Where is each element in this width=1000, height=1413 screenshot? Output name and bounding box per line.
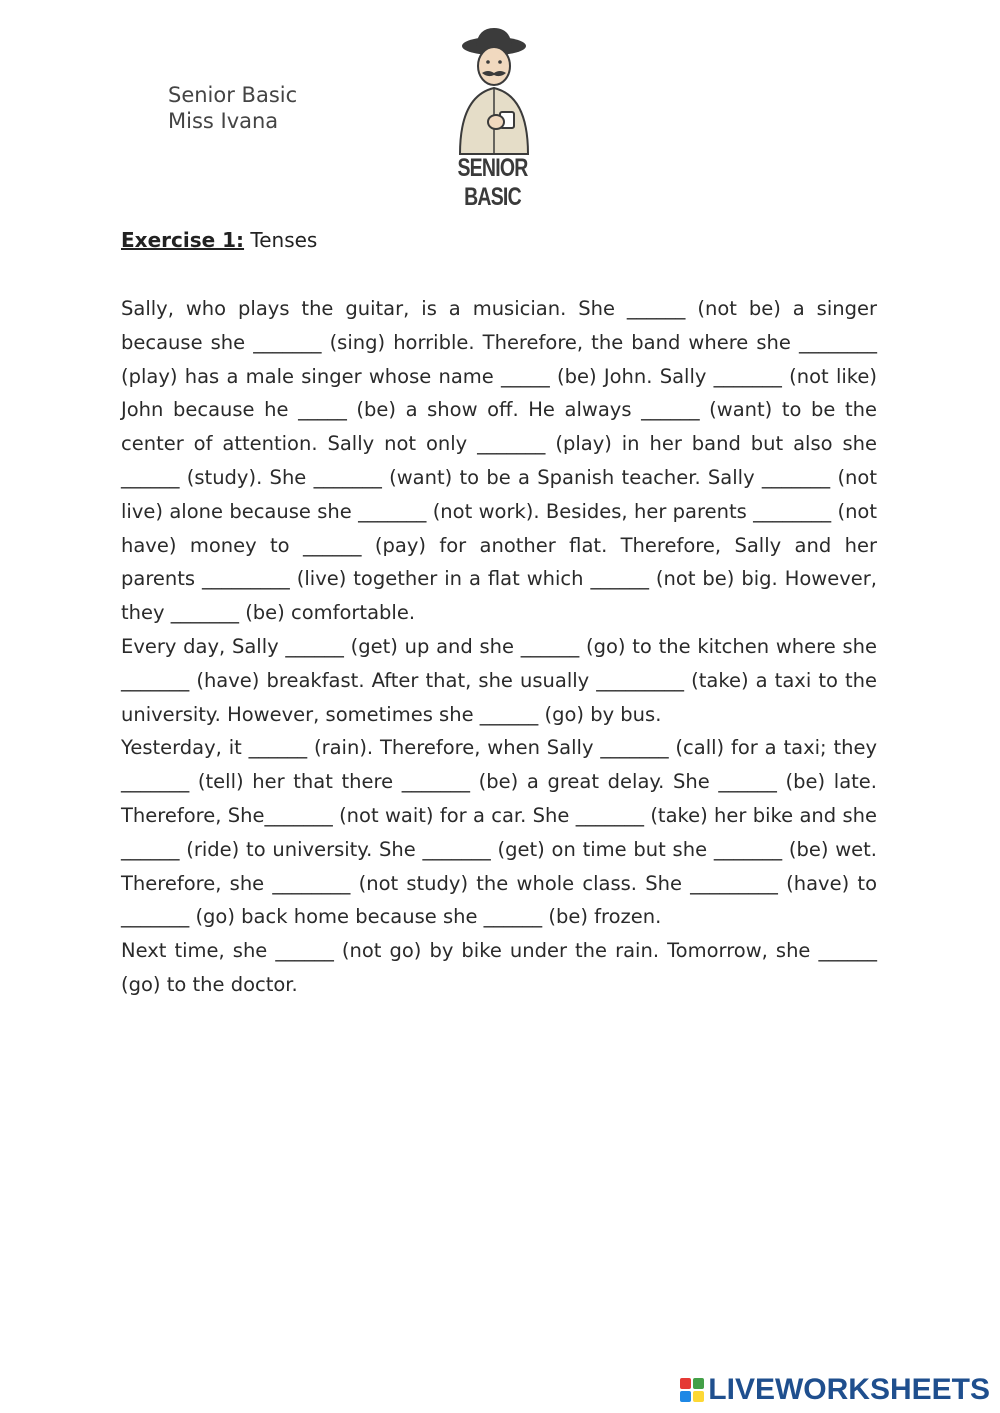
header-text (168, 82, 297, 134)
liveworksheets-logo-icon (680, 1378, 704, 1402)
paragraph-1: Sally, who plays the guitar, is a musician. She ______ (not be) a singer because she _______ (sing) horrible. Therefore, the band where she ________ (play) has a male singer whose name _____ (be) John. Sally _______ (not like) John because he _____ (be) a show off. He always ______ (want) to be the center of attention. Sally not only _______ (play) in her band but also she ______ (study). She _______ (want) to be a Spanish teacher. Sally _______ (not live) alone because she _______ (not work). Besides, her parents ________ (not have) money to ______ (pay) for another flat. Therefore, Sally and her parents _________ (live) together in a flat which ______ (not be) big. However, they _______ (be) comfortable. (121, 297, 877, 625)
brand-text: LIVEWORKSHEETS (708, 1373, 990, 1406)
course-name: Senior Basic (168, 83, 298, 107)
senior-basic-logo (430, 26, 555, 211)
exercise-label: Exercise 1: (121, 228, 245, 252)
logo-text: SENIOR BASIC (457, 154, 528, 211)
exercise-topic: Tenses (250, 228, 318, 252)
paragraph-2: Every day, Sally ______ (get) up and she ______ (go) to the kitchen where she _______ (have) breakfast. After that, she usually _________ (take) a taxi to the university. However, sometimes she ______ (go) by bus. (121, 634, 877, 726)
paragraph-4: Next time, she ______ (not go) by bike under the rain. Tomorrow, she ______ (go) to the doctor. (121, 939, 877, 996)
exercise-title (121, 228, 317, 252)
teacher-name: Miss Ivana (168, 109, 279, 133)
passage (121, 292, 877, 1002)
old-man-icon (430, 26, 555, 156)
liveworksheets-brand (680, 1373, 990, 1407)
paragraph-3: Yesterday, it ______ (rain). Therefore, when Sally _______ (call) for a taxi; they _______ (tell) her that there _______ (be) a great delay. She ______ (be) late. Therefore, She_______ (not wait) for a car. She _______ (take) her bike and she ______ (ride) to university. She _______ (get) on time but she _______ (be) wet. Therefore, she ________ (not study) the whole class. She _________ (have) to _______ (go) back home because she ______ (be) frozen. (121, 736, 877, 929)
